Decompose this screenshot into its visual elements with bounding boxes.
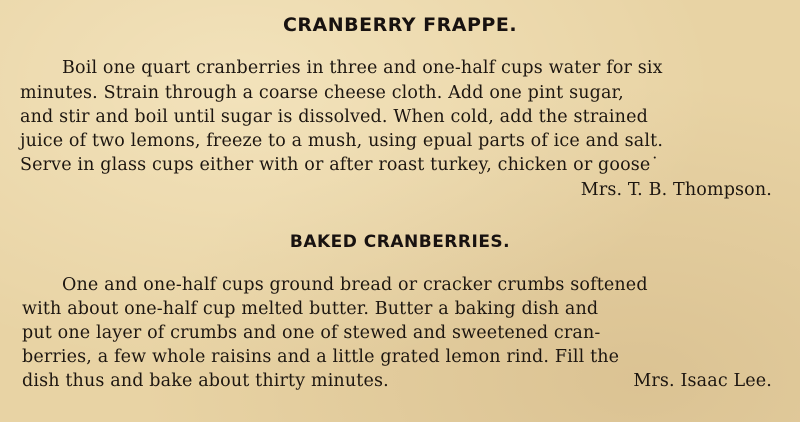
recipe-line: berries, a few whole raisins and a little grated lemon rind. Fill the bbox=[22, 347, 620, 367]
recipe-signature: Mrs. Isaac Lee. bbox=[633, 371, 772, 391]
recipe-line: with about one-half cup melted butter. Butter a baking dish and bbox=[22, 299, 599, 319]
recipe-title-cranberry-frappe: CRANBERRY FRAPPE. bbox=[282, 14, 518, 36]
recipe-line: Boil one quart cranberries in three and one-half cups water for six bbox=[62, 58, 663, 78]
recipe-line: One and one-half cups ground bread or cracker crumbs softened bbox=[62, 275, 648, 295]
recipe-signature: Mrs. T. B. Thompson. bbox=[580, 180, 772, 200]
recipe-title-baked-cranberries: BAKED CRANBERRIES. bbox=[289, 232, 511, 252]
recipe-line: juice of two lemons, freeze to a mush, using epual parts of ice and salt. bbox=[20, 131, 664, 151]
recipe-line: and stir and boil until sugar is dissolved. When cold, add the strained bbox=[20, 107, 648, 127]
recipe-line: minutes. Strain through a coarse cheese cloth. Add one pint sugar, bbox=[20, 83, 624, 103]
recipe-line: Serve in glass cups either with or after roast turkey, chicken or goose˙ bbox=[20, 155, 660, 175]
recipe-line: put one layer of crumbs and one of stewed and sweetened cran- bbox=[22, 323, 601, 343]
recipe-line: dish thus and bake about thirty minutes. bbox=[22, 371, 389, 391]
